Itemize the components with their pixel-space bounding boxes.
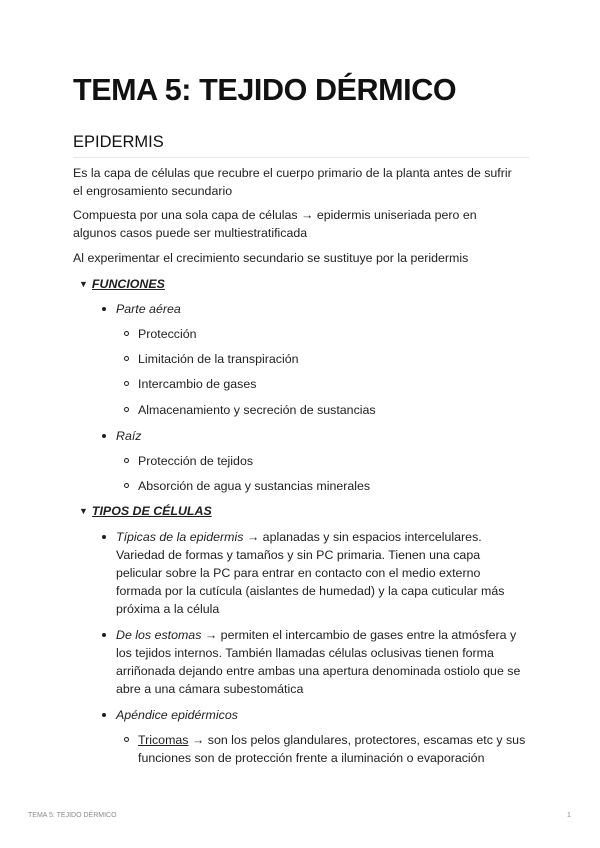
list-item-tipicas: Típicas de la epidermis → aplanadas y sin espacios intercelulares. Variedad de formas y tamaños y sin PC primaria. Tienen una capa pelicular sobre la PC para entrar en contacto con el medio externo formada por la cutícula (aislantes de humedad) y la capa cuticular más próxima a la célula bbox=[116, 528, 529, 618]
toggle-triangle-icon: ▼ bbox=[79, 506, 88, 516]
paragraph-definition: Es la capa de células que recubre el cuerpo primario de la planta antes de sufrir el engrosamiento secundario bbox=[73, 166, 512, 198]
bullet-disc-icon bbox=[102, 626, 106, 644]
list-item: Intercambio de gases bbox=[138, 375, 529, 393]
toggle-tipos-title: TIPOS DE CÉLULAS bbox=[91, 504, 212, 518]
list-item-parte-aerea: Parte aérea bbox=[116, 300, 529, 318]
tricomas-link[interactable]: Tricomas bbox=[138, 733, 189, 747]
bullet-disc-icon bbox=[102, 427, 106, 445]
bullet-circle-icon bbox=[124, 452, 129, 470]
bullet-circle-icon bbox=[124, 325, 129, 343]
list-item-apendice: Apéndice epidérmicos bbox=[116, 706, 529, 724]
list-item-estomas: De los estomas → permiten el intercambio de gases entre la atmósfera y los tejidos internos. También llamadas células oclusivas tienen forma arriñonada dejando entre ambas una apertura denominada ostiolo que se abre a una cámara subestomática bbox=[116, 626, 529, 698]
page-title: TEMA 5: TEJIDO DÉRMICO bbox=[73, 73, 457, 107]
section-divider bbox=[73, 157, 529, 158]
bullet-circle-icon bbox=[124, 350, 129, 368]
bullet-disc-icon bbox=[102, 300, 106, 318]
list-item-raiz: Raíz bbox=[116, 427, 529, 445]
bullet-disc-icon bbox=[102, 706, 106, 724]
toggle-funciones-title: FUNCIONES bbox=[91, 277, 165, 291]
list-item: Limitación de la transpiración bbox=[138, 350, 529, 368]
list-item: Protección bbox=[138, 325, 529, 343]
footer-title: TEMA 5: TEJIDO DÉRMICO bbox=[28, 812, 117, 819]
list-item-tricomas: Tricomas → son los pelos glandulares, protectores, escamas etc y sus funciones son de protección frente a iluminación o evaporación bbox=[138, 731, 529, 767]
bullet-circle-icon bbox=[124, 477, 129, 495]
toggle-tipos-de-celulas[interactable] bbox=[79, 502, 212, 520]
footer-page-number: 1 bbox=[567, 812, 571, 819]
toggle-triangle-icon: ▼ bbox=[79, 279, 88, 289]
bullet-circle-icon bbox=[124, 731, 129, 749]
bullet-disc-icon bbox=[102, 528, 106, 546]
list-item: Protección de tejidos bbox=[138, 452, 529, 470]
bullet-circle-icon bbox=[124, 401, 129, 419]
section-heading: EPIDERMIS bbox=[73, 133, 164, 151]
toggle-funciones[interactable] bbox=[79, 275, 165, 293]
paragraph-composition: Compuesta por una sola capa de células → epidermis uniseriada pero en algunos casos puede ser multiestratificada bbox=[73, 208, 477, 240]
list-item: Almacenamiento y secreción de sustancias bbox=[138, 401, 529, 419]
bullet-circle-icon bbox=[124, 375, 129, 393]
paragraph-secondary-growth: Al experimentar el crecimiento secundario se sustituye por la peridermis bbox=[73, 251, 469, 265]
list-item: Absorción de agua y sustancias minerales bbox=[138, 477, 529, 495]
